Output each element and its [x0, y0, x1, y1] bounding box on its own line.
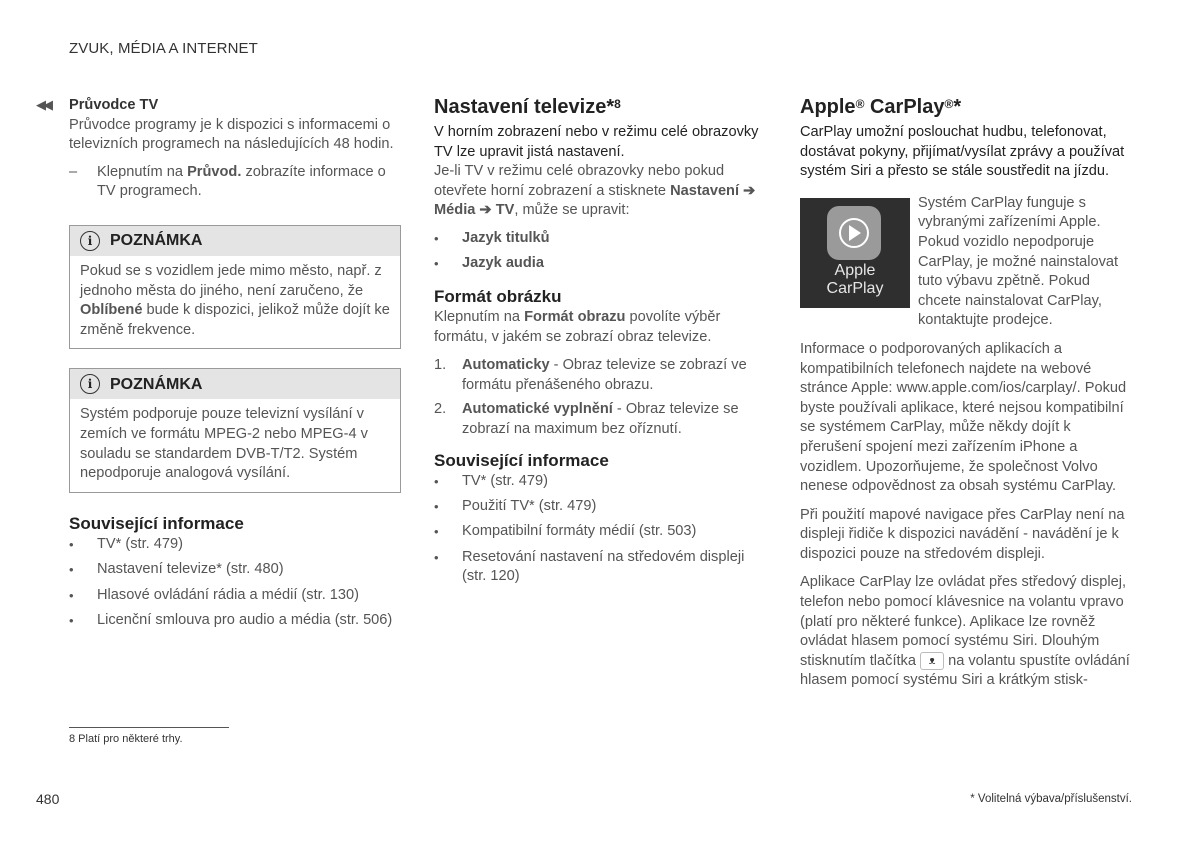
- list-item: [434, 254, 764, 274]
- bullet-icon: •: [69, 612, 74, 628]
- step-number: 2.: [434, 401, 447, 418]
- carplay-lead: CarPlay umožní poslouchat hudbu, telefonovat, dostávat pokyny, přijímat/vysílat zprávy a používat systém Siri a přesto se stále soustředit na jízdu.: [800, 124, 1125, 180]
- carplay-logo-label: Apple CarPlay: [826, 261, 884, 297]
- tv-guide-intro: Průvodce programy je k dispozici s informacemi o televizních programech na následujících 48 hodin.: [69, 116, 394, 153]
- note-header-1: [70, 226, 400, 256]
- list-item[interactable]: [69, 560, 401, 580]
- note-header-2: [70, 369, 400, 399]
- footnote-divider: [69, 727, 229, 728]
- list-item-text: Jazyk audia: [462, 255, 544, 272]
- format-step: [434, 356, 764, 395]
- carplay-para-1: Informace o podporovaných aplikacích a kompatibilních telefonech najdete na webové stránce Apple: www.apple.com/ios/carplay/. Pokud byste používali aplikace, které nejsou kompatibilní se systémem CarPlay, může někdy dojít k přerušení spojení mezi zařízením iPhone a vozidlem. Upozorňujeme, že společnost Volvo nenese odpovědnost za obsah systému CarPlay.: [800, 340, 1127, 495]
- tv-settings-lead: V horním zobrazení nebo v režimu celé obrazovky TV lze upravit jistá nastavení.: [434, 124, 759, 160]
- settings-options-list: [434, 229, 764, 274]
- note-title-1: POZNÁMKA: [110, 232, 203, 250]
- carplay-para-3: Aplikace CarPlay lze ovládat přes středový displej, telefon nebo pomocí klávesnice na volantu vpravo (platí pro některé funkce). Aplikace lze rovněž ovládat hlasem pomocí systému Siri. Dlouhým stisknutím tlačítka ᴥ na volantu spustíte ovládání hlasem pomocí systému Siri a krátkým stisk-: [800, 574, 1130, 689]
- list-item-text: Použití TV* (str. 479): [462, 497, 597, 514]
- list-item-text: Hlasové ovládání rádia a médií (str. 130): [97, 586, 360, 603]
- list-item[interactable]: [434, 522, 764, 542]
- column-tv-guide: [69, 96, 401, 636]
- list-item-text: Resetování nastavení na středovém displeji (str. 120): [462, 548, 745, 585]
- note-title-2: POZNÁMKA: [110, 375, 203, 393]
- column-carplay: [800, 94, 1133, 691]
- info-icon: i: [80, 374, 100, 394]
- step-text: Automaticky - Obraz televize se zobrazí ve formátu přenášeného obrazu.: [462, 357, 747, 393]
- format-text: Klepnutím na Formát obrazu povolíte výběr formátu, v jakém se zobrazí obraz televize.: [434, 308, 721, 345]
- column-tv-settings: [434, 94, 764, 593]
- note-body-2: Systém podporuje pouze televizní vysílání v zemích ve formátu MPEG-2 nebo MPEG-4 v souladu se standardem DVB-T/T2. Systém nepodporuje analogová vysílání.: [80, 406, 368, 482]
- back-chevron-icon[interactable]: ◀◀: [36, 97, 50, 112]
- tv-guide-subtitle: Průvodce TV: [69, 97, 159, 113]
- list-item[interactable]: [69, 586, 401, 606]
- step-number: 1.: [434, 357, 447, 374]
- bullet-icon: •: [69, 587, 74, 603]
- list-item-text: Nastavení televize* (str. 480): [97, 561, 284, 578]
- note-box-1: [69, 225, 401, 349]
- list-item: [434, 229, 764, 249]
- tv-guide-step: [69, 163, 401, 202]
- bullet-icon: •: [69, 536, 74, 552]
- step-text: Klepnutím na Průvod. zobrazíte informace o TV programech.: [97, 163, 386, 200]
- bullet-icon: •: [434, 230, 439, 246]
- bullet-icon: •: [434, 549, 439, 565]
- format-steps-list: [434, 356, 764, 439]
- carplay-block: [800, 194, 1133, 331]
- carplay-para-2: Při použití mapové navigace přes CarPlay není na displeji řidiče k dispozici navádění - navádění je k dispozici pouze na středovém displeji.: [800, 506, 1125, 562]
- voice-button-icon: ᴥ: [920, 652, 944, 670]
- list-item-text: TV* (str. 479): [97, 535, 183, 552]
- bullet-icon: •: [69, 562, 74, 578]
- carplay-logo: [800, 198, 910, 308]
- related-title-1: Související informace: [69, 513, 244, 533]
- note-body-1: Pokud se s vozidlem jede mimo město, např. z jednoho města do jiného, není zaručeno, že Oblíbené bude k dispozici, jelikož může dojít ke změně frekvence.: [80, 262, 390, 338]
- list-item[interactable]: [69, 611, 401, 631]
- page-number: 480: [36, 791, 60, 807]
- related-title-2: Související informace: [434, 450, 609, 470]
- dash-mark: –: [69, 163, 78, 180]
- carplay-play-icon: [827, 206, 881, 260]
- list-item[interactable]: [69, 535, 401, 555]
- section-header: ZVUK, MÉDIA A INTERNET: [69, 40, 258, 57]
- optional-equipment-note: * Volitelná výbava/příslušenství.: [970, 793, 1132, 805]
- carplay-beside-text: Systém CarPlay funguje s vybranými zařízeními Apple. Pokud vozidlo nepodporuje CarPlay, je možné nainstalovat tuto výbavu zpětně. Pokud chcete nainstalovat CarPlay, kontaktujte prodejce.: [918, 194, 1119, 329]
- bullet-icon: •: [434, 256, 439, 272]
- list-item-text: TV* (str. 479): [462, 472, 548, 489]
- related-list-1: [69, 535, 401, 631]
- bullet-icon: •: [434, 498, 439, 514]
- list-item[interactable]: [434, 472, 764, 492]
- tv-settings-body: Je-li TV v režimu celé obrazovky nebo pokud otevřete horní zobrazení a stisknete Nastavení ➔ Média ➔ TV, může se upravit:: [434, 163, 756, 219]
- note-box-2: [69, 368, 401, 492]
- step-text: Automatické vyplnění - Obraz televize se zobrazí na maximum bez oříznutí.: [462, 401, 739, 437]
- bullet-icon: •: [434, 473, 439, 489]
- list-item[interactable]: [434, 548, 764, 587]
- info-icon: i: [80, 231, 100, 251]
- list-item-text: Jazyk titulků: [462, 229, 550, 246]
- footnote: 8 Platí pro některé trhy.: [69, 733, 183, 745]
- related-list-2: [434, 472, 764, 587]
- list-item-text: Kompatibilní formáty médií (str. 503): [462, 523, 697, 540]
- list-item[interactable]: [434, 497, 764, 517]
- tv-settings-title: Nastavení televize*$^8$: [434, 96, 621, 118]
- bullet-icon: •: [434, 524, 439, 540]
- carplay-title: Apple® CarPlay®*: [800, 96, 962, 118]
- format-step: [434, 400, 764, 439]
- list-item-text: Licenční smlouva pro audio a média (str. 506): [97, 611, 393, 628]
- format-title: Formát obrázku: [434, 286, 562, 306]
